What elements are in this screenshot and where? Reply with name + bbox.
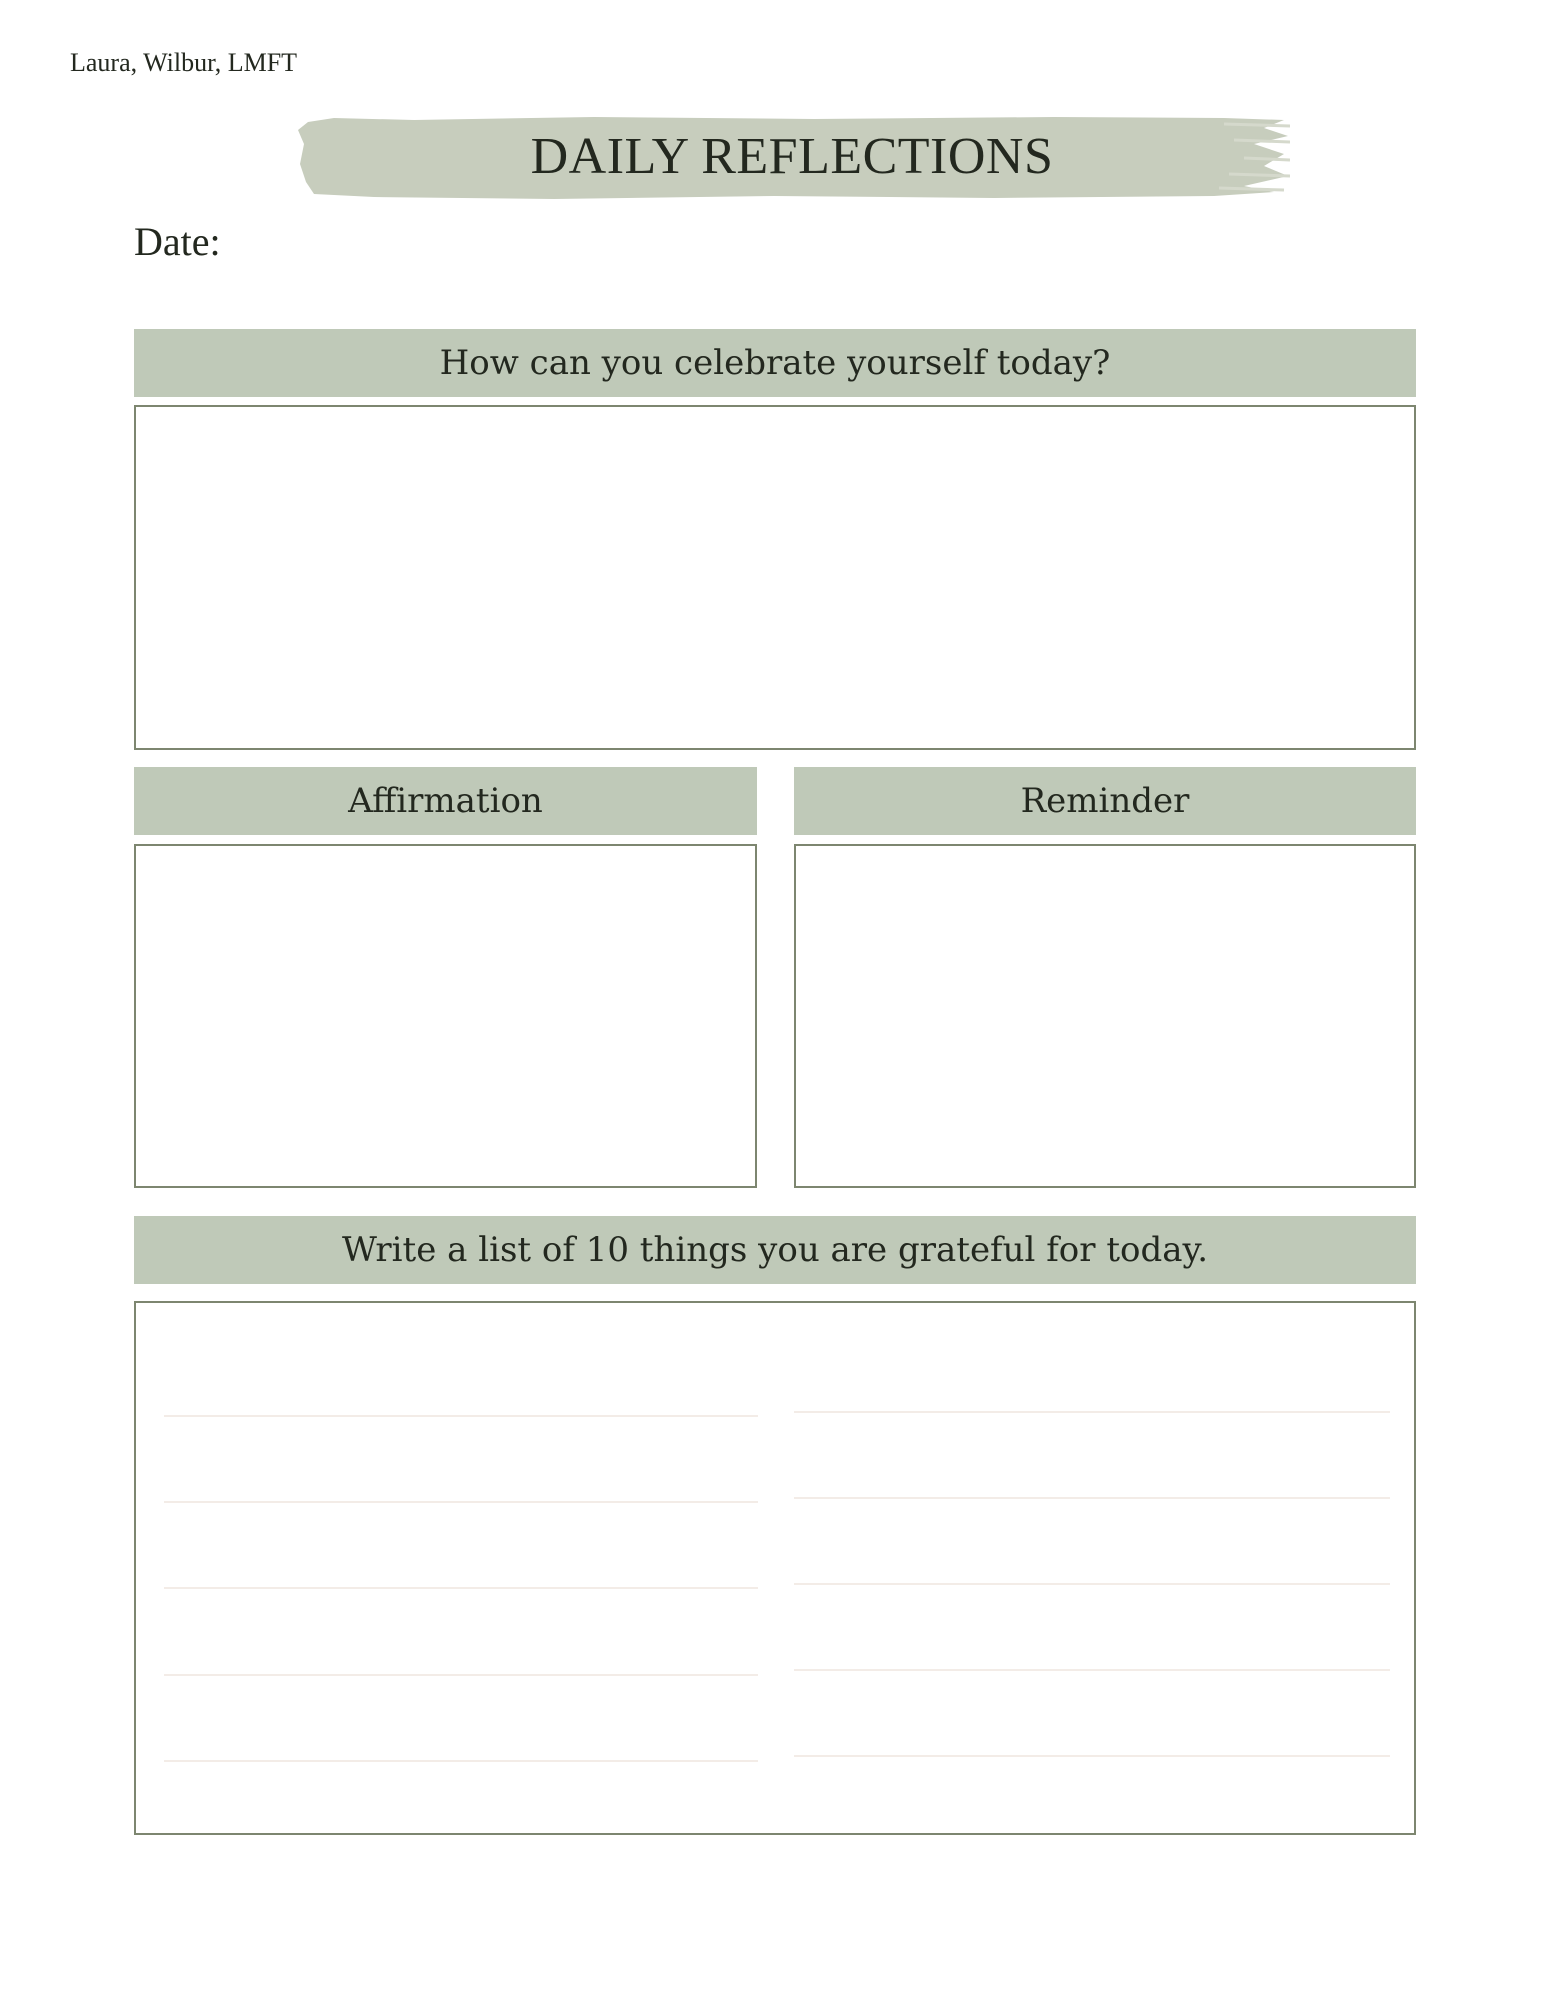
celebrate-response-box[interactable] (134, 405, 1416, 750)
gratitude-line[interactable] (794, 1755, 1390, 1757)
gratitude-line[interactable] (794, 1411, 1390, 1413)
gratitude-heading: Write a list of 10 things you are grateful for today. (134, 1216, 1416, 1284)
gratitude-line[interactable] (794, 1669, 1390, 1671)
gratitude-line[interactable] (164, 1415, 758, 1417)
reminder-heading: Reminder (794, 767, 1416, 835)
affirmation-heading: Affirmation (134, 767, 757, 835)
gratitude-line[interactable] (164, 1760, 758, 1762)
gratitude-line[interactable] (164, 1587, 758, 1589)
reminder-response-box[interactable] (794, 844, 1416, 1188)
author-name: Laura, Wilbur, LMFT (70, 48, 298, 77)
affirmation-response-box[interactable] (134, 844, 757, 1188)
gratitude-line[interactable] (794, 1497, 1390, 1499)
page-title: DAILY REFLECTIONS (530, 128, 1054, 185)
title-banner (294, 114, 1290, 200)
gratitude-line[interactable] (164, 1674, 758, 1676)
gratitude-line[interactable] (164, 1501, 758, 1503)
celebrate-heading: How can you celebrate yourself today? (134, 329, 1416, 397)
date-label: Date: (134, 219, 221, 264)
gratitude-line[interactable] (794, 1583, 1390, 1585)
gratitude-list-box[interactable] (134, 1301, 1416, 1835)
